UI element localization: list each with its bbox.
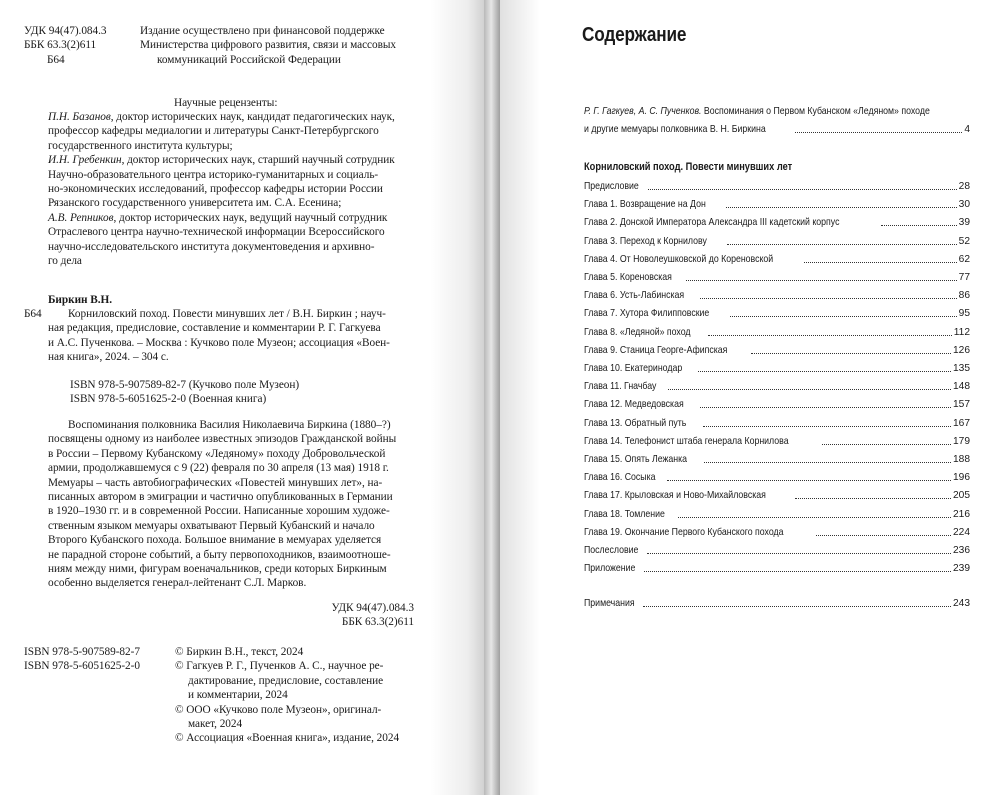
toc-entry[interactable]	[584, 302, 970, 320]
toc-entry[interactable]	[584, 521, 970, 539]
toc-leader	[816, 535, 951, 536]
bibliographic-record: Корниловский поход. Повести минувших лет / В.Н. Биркин ; науч- ная редакция, предисловие, составление и комментарии Р. Г. Гагкуева и А.С. Пученкова. – Москва : Кучково поле Музеон; ассоциация «Воен- ная книга», 2024. – 304 с.	[48, 308, 390, 364]
toc-entry-page: 62	[958, 253, 970, 265]
toc-leader	[667, 480, 951, 481]
reviewer-2: И.Н. Гребенкин, доктор исторических наук, старший научный сотрудник	[48, 154, 395, 167]
toc-leader	[668, 389, 951, 390]
toc-intro-line1: Р. Г. Гагкуев, А. С. Пученков. Воспоминания о Первом Кубанском «Ледяном» походе	[584, 106, 930, 117]
toc-entry-label: Глава 12. Медведовская	[584, 399, 684, 411]
toc-entry-page: 224	[953, 526, 970, 538]
toc-leader	[647, 553, 951, 554]
toc-entry-label: Приложение	[584, 563, 636, 575]
toc-entry[interactable]	[584, 284, 970, 302]
toc-leader	[727, 244, 957, 245]
toc-entry[interactable]	[584, 211, 970, 229]
book-gutter	[484, 0, 500, 795]
toc-entry-notes[interactable]: Примечания 243	[584, 598, 970, 609]
toc-entry[interactable]	[584, 175, 970, 193]
toc-entry-label: Глава 8. «Ледяной» поход	[584, 326, 691, 338]
toc-leader	[726, 207, 957, 208]
toc-entry-page: 126	[953, 344, 970, 356]
toc-entry-label: Глава 11. Гначбау	[584, 381, 657, 393]
toc-entry-label: Глава 1. Возвращение на Дон	[584, 199, 706, 211]
toc-entry[interactable]	[584, 466, 970, 484]
toc-entry-label: Глава 13. Обратный путь	[584, 417, 687, 429]
toc-entry-page: 167	[953, 417, 970, 429]
udk-code: УДК 94(47).084.3	[24, 25, 107, 37]
toc-leader	[751, 353, 951, 354]
left-page	[0, 0, 484, 795]
toc-entry-label: Глава 18. Томление	[584, 508, 665, 520]
reviewer-1: П.Н. Базанов, доктор исторических наук, кандидат педагогических наук,	[48, 111, 395, 123]
toc-entry-page: 216	[953, 508, 970, 520]
toc-entry-label: Послесловие	[584, 545, 639, 556]
toc-leader	[795, 498, 951, 499]
toc-leader	[703, 426, 951, 427]
toc-section-heading: Корниловский поход. Повести минувших лет	[584, 161, 793, 173]
bbk-code: ББК 63.3(2)611	[24, 39, 97, 52]
toc-entry-label: Глава 15. Опять Лежанка	[584, 454, 688, 465]
toc-entry-page: 112	[953, 326, 970, 338]
toc-entry[interactable]	[584, 448, 970, 466]
toc-leader	[822, 444, 951, 445]
toc-entry-page: 196	[953, 472, 970, 484]
toc-entry-page: 39	[958, 217, 970, 229]
page-title: Содержание	[582, 24, 687, 46]
toc-entry[interactable]	[584, 430, 970, 448]
classification-codes-bottom: УДК 94(47).084.3 ББК 63.3(2)611	[331, 602, 414, 629]
toc-leader	[698, 371, 951, 372]
toc-leader	[648, 189, 957, 190]
toc-entry[interactable]	[584, 321, 970, 339]
toc-entry-label: Глава 19. Окончание Первого Кубанского похода	[584, 526, 784, 538]
toc-entry-page: 236	[953, 545, 970, 556]
bib-sign: Б64	[24, 308, 42, 320]
toc-entry-label: Глава 16. Сосыка	[584, 472, 656, 484]
toc-leader	[804, 262, 957, 263]
toc-entry[interactable]	[584, 375, 970, 393]
toc-entry-page: 95	[958, 308, 970, 320]
toc-entry-label: Глава 10. Екатеринодар	[584, 363, 683, 374]
toc-entry[interactable]	[584, 248, 970, 266]
toc-entry-page: 135	[953, 363, 970, 374]
toc-entry-label: Глава 4. От Новолеушковской до Кореновской	[584, 253, 774, 265]
toc-entry-page: 148	[953, 381, 970, 393]
toc-leader	[708, 335, 952, 336]
reviewers-heading: Научные рецензенты:	[174, 97, 278, 109]
toc-entry-page: 30	[958, 199, 970, 211]
toc-entry-page: 86	[958, 290, 970, 302]
toc-entry-page: 205	[953, 490, 970, 502]
toc-entry-label: Глава 17. Крыловская и Ново-Михайловская	[584, 490, 766, 502]
toc-leader	[881, 225, 957, 226]
toc-leader	[700, 407, 951, 408]
toc-leader	[704, 462, 951, 463]
toc-leader	[730, 316, 957, 317]
toc-entry-page: 179	[953, 435, 970, 447]
toc-entry-label: Глава 5. Кореновская	[584, 272, 672, 283]
classification-codes	[24, 24, 106, 67]
toc-entry[interactable]	[584, 503, 970, 521]
toc-entry-page: 52	[958, 235, 970, 247]
toc-entry-label: Предисловие	[584, 181, 639, 192]
toc-entry-page: 157	[953, 399, 970, 411]
copyright-block: © Биркин В.Н., текст, 2024 © Гагкуев Р. Г., Пученков А. С., научное ре- дактирование, предисловие, составление и комментарии, 2024 © ООО «Кучково поле Музеон», оригинал- макет, 2024 © Ассоциация «Военная книга», издание, 2024	[175, 646, 400, 745]
author-sign: Б64	[47, 53, 65, 66]
toc-leader	[700, 298, 956, 299]
toc-entry-label: Глава 14. Телефонист штаба генерала Корнилова	[584, 435, 789, 447]
toc-leader	[644, 571, 951, 572]
isbn-block: ISBN 978-5-907589-82-7 (Кучково поле Музеон) ISBN 978-5-6051625-2-0 (Военная книга)	[70, 379, 300, 406]
toc-entry[interactable]	[584, 412, 970, 430]
toc-entry-label: Глава 6. Усть-Лабинская	[584, 290, 685, 302]
toc-entry[interactable]	[584, 266, 970, 284]
toc-entry[interactable]	[584, 539, 970, 557]
toc-entry[interactable]	[584, 484, 970, 502]
toc-entry-label: Глава 7. Хутора Филипповские	[584, 308, 710, 320]
toc-entry[interactable]	[584, 193, 970, 211]
author-heading: Биркин В.Н.	[48, 294, 113, 306]
toc-entry[interactable]	[584, 557, 970, 575]
toc-entry-page: 28	[958, 181, 970, 192]
toc-entry-label: Глава 2. Донской Императора Александра III кадетский корпус	[584, 217, 840, 229]
reviewer-3: А.В. Репников, доктор исторических наук, ведущий научный сотрудник	[48, 211, 388, 224]
toc-entry-label: Глава 9. Станица Георге-Афипская	[584, 344, 728, 356]
toc-entry-page: 188	[953, 454, 970, 465]
toc-leader	[678, 517, 951, 518]
support-note: Издание осуществлено при финансовой поддержке Министерства цифрового развития, связи и массовых коммуникаций Российской Федерации	[140, 25, 397, 66]
footer-isbn: ISBN 978-5-907589-82-7 ISBN 978-5-6051625-2-0	[24, 646, 140, 673]
toc-entry-page: 239	[953, 563, 970, 575]
toc-entry[interactable]	[584, 393, 970, 411]
toc-intro-row[interactable]: и другие мемуары полковника В. Н. Биркина 4	[584, 124, 970, 135]
annotation: Воспоминания полковника Василия Николаевича Биркина (1880–?) посвящены одному из наиболее известных эпизодов Гражданской войны в России – Первому Кубанскому «Ледяному» походу Добровольческой армии, продолжавшемуся с 9 (22) февраля по 30 апреля (13 мая) 1918 г. Мемуары – часть автобиографических «Повестей минувших лет», на- писанных автором в эмиграции и частично опубликованных в Германии в 1920–1930 гг. и в современной России. Написанные хорошим художе- ственным языком мемуары охватывают Первый Кубанский и начало Второго Кубанского похода. Большое внимание в мемуарах уделяется не парадной стороне событий, а быту первопоходников, взаимоотноше- ниям между ними, фигурам военачальников, среди которых Биркиным особенно выделяется генерал-лейтенант С.Л. Марков.	[48, 419, 397, 590]
toc-entry-label: Глава 3. Переход к Корнилову	[584, 235, 707, 247]
toc-entry[interactable]	[584, 339, 970, 357]
toc-leader	[686, 280, 957, 281]
right-page	[500, 0, 993, 795]
toc-entry-page: 77	[958, 272, 970, 283]
toc-entry[interactable]	[584, 357, 970, 375]
reviewers-list: П.Н. Базанов, доктор исторических наук, кандидат педагогических наук, профессор кафедры медиалогии и литературы Санкт-Петербургского государственного института культуры; И.Н. Гребенкин, доктор исторических наук, старший научный сотрудник Научно-образовательного центра историко-гуманитарных и социаль- но-экономических исследований, профессор кафедры истории России Рязанского государственного университета им. С.А. Есенина; А.В. Репников, доктор исторических наук, ведущий научный сотрудник Отраслевого центра научно-технической информации Всероссийского научно-исследовательского института документоведения и архивно- го дела	[48, 111, 395, 268]
toc-entry[interactable]	[584, 230, 970, 248]
